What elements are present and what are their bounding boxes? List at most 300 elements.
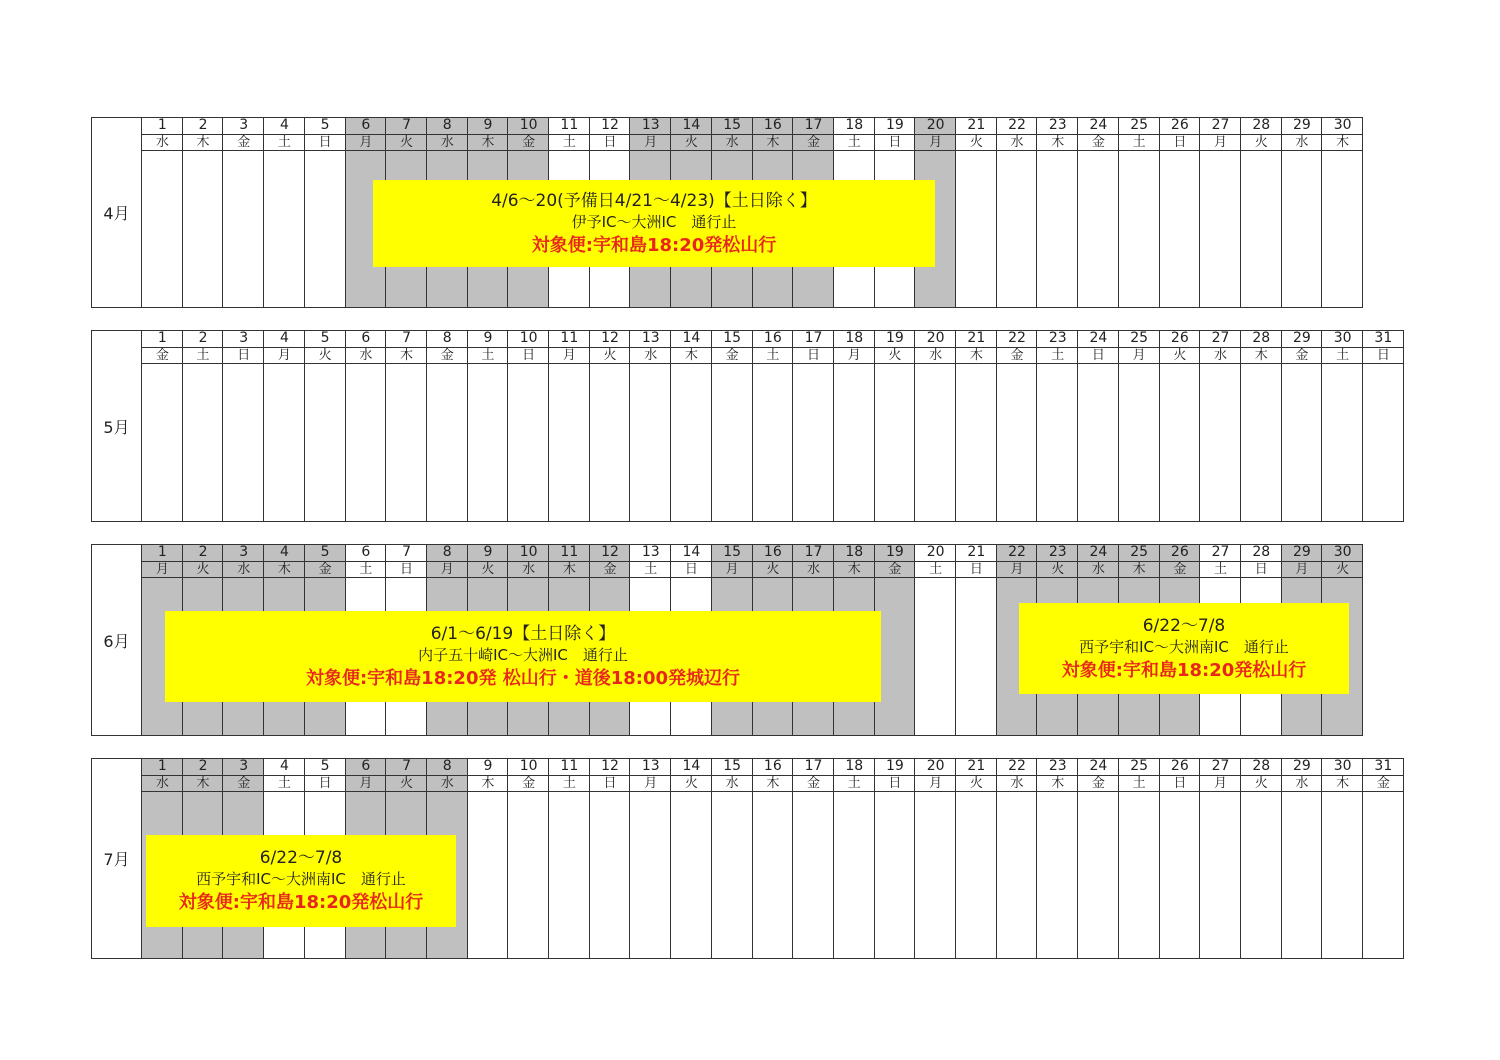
day-number: 26: [1160, 117, 1201, 135]
day-number: 3: [223, 330, 264, 348]
day-number: 18: [834, 758, 875, 776]
day-of-week: 木: [753, 135, 794, 151]
day-column: [1159, 758, 1201, 959]
day-number: 21: [956, 544, 997, 562]
day-of-week: 木: [753, 776, 794, 792]
day-of-week: 火: [305, 348, 346, 364]
day-of-week: 日: [305, 135, 346, 151]
day-number: 1: [142, 330, 183, 348]
day-number: 2: [183, 758, 224, 776]
day-of-week: 土: [1037, 348, 1078, 364]
day-of-week: 月: [834, 348, 875, 364]
day-column: [1240, 117, 1282, 308]
day-of-week: 金: [875, 562, 916, 578]
day-of-week: 日: [671, 562, 712, 578]
day-number: 13: [630, 758, 671, 776]
day-column: [711, 330, 753, 522]
day-number: 22: [997, 117, 1038, 135]
day-number: 28: [1241, 117, 1282, 135]
month-label: 5月: [91, 330, 141, 522]
day-number: 7: [386, 544, 427, 562]
day-number: 29: [1282, 330, 1323, 348]
day-number: 14: [671, 330, 712, 348]
day-number: 12: [590, 758, 631, 776]
day-of-week: 水: [346, 348, 387, 364]
day-number: 25: [1119, 117, 1160, 135]
day-column: [1362, 330, 1404, 522]
day-number: 8: [427, 117, 468, 135]
day-column: [1036, 330, 1078, 522]
day-column: [222, 330, 264, 522]
day-column: [1077, 758, 1119, 959]
day-of-week: 月: [915, 135, 956, 151]
day-of-week: 日: [1078, 348, 1119, 364]
day-of-week: 木: [671, 348, 712, 364]
day-number: 16: [753, 544, 794, 562]
day-number: 1: [142, 117, 183, 135]
day-column: [1159, 117, 1201, 308]
day-of-week: 日: [305, 776, 346, 792]
day-number: 8: [427, 758, 468, 776]
day-number: 3: [223, 758, 264, 776]
day-of-week: 月: [346, 135, 387, 151]
day-number: 28: [1241, 330, 1282, 348]
day-of-week: 金: [1078, 135, 1119, 151]
day-number: 7: [386, 117, 427, 135]
day-number: 22: [997, 544, 1038, 562]
day-number: 10: [508, 117, 549, 135]
day-number: 11: [549, 117, 590, 135]
day-column: [670, 330, 712, 522]
day-of-week: 月: [1282, 562, 1323, 578]
day-of-week: 土: [1322, 348, 1363, 364]
day-of-week: 月: [630, 135, 671, 151]
day-of-week: 水: [142, 776, 183, 792]
closure-notice: [165, 611, 881, 702]
closure-notice: [1019, 603, 1349, 694]
day-of-week: 水: [712, 135, 753, 151]
day-of-week: 火: [875, 348, 916, 364]
day-of-week: 水: [508, 562, 549, 578]
day-of-week: 月: [1200, 135, 1241, 151]
day-column: [955, 544, 997, 736]
day-of-week: 日: [508, 348, 549, 364]
day-number: 4: [264, 117, 305, 135]
day-number: 5: [305, 330, 346, 348]
day-number: 16: [753, 758, 794, 776]
day-number: 18: [834, 330, 875, 348]
closure-notice: [146, 835, 456, 927]
day-number: 12: [590, 544, 631, 562]
day-number: 16: [753, 117, 794, 135]
day-of-week: 土: [549, 776, 590, 792]
affected-service: 対象便:宇和島18:20発 松山行・道後18:00発城辺行: [305, 667, 741, 689]
day-number: 19: [875, 758, 916, 776]
day-number: 30: [1322, 117, 1363, 135]
day-number: 27: [1200, 117, 1241, 135]
day-column: [1159, 330, 1201, 522]
closure-period: 6/1～6/19【土日除く】: [430, 623, 616, 644]
day-of-week: 土: [264, 135, 305, 151]
day-column: [467, 330, 509, 522]
day-of-week: 火: [590, 348, 631, 364]
day-of-week: 木: [549, 562, 590, 578]
closure-notice: [373, 180, 935, 267]
day-of-week: 金: [508, 776, 549, 792]
day-of-week: 土: [834, 135, 875, 151]
day-of-week: 火: [386, 135, 427, 151]
day-number: 22: [997, 758, 1038, 776]
day-of-week: 土: [753, 348, 794, 364]
day-number: 15: [712, 544, 753, 562]
day-column: [914, 330, 956, 522]
day-column: [141, 117, 183, 308]
day-number: 17: [793, 330, 834, 348]
day-of-week: 土: [1119, 776, 1160, 792]
day-column: [263, 330, 305, 522]
day-column: [1321, 758, 1363, 959]
day-column: [955, 117, 997, 308]
day-of-week: 木: [1037, 776, 1078, 792]
day-number: 15: [712, 117, 753, 135]
day-number: 28: [1241, 544, 1282, 562]
day-column: [1036, 117, 1078, 308]
day-of-week: 日: [223, 348, 264, 364]
day-number: 27: [1200, 758, 1241, 776]
day-column: [507, 330, 549, 522]
day-of-week: 土: [834, 776, 875, 792]
closure-period: 6/22～7/8: [259, 848, 343, 868]
day-number: 14: [671, 544, 712, 562]
day-number: 19: [875, 117, 916, 135]
day-of-week: 金: [590, 562, 631, 578]
day-number: 17: [793, 544, 834, 562]
day-of-week: 金: [793, 135, 834, 151]
day-column: [1077, 330, 1119, 522]
day-of-week: 火: [386, 776, 427, 792]
day-number: 30: [1322, 330, 1363, 348]
day-of-week: 木: [1322, 776, 1363, 792]
day-of-week: 月: [142, 562, 183, 578]
closure-section: 西予宇和IC～大洲南IC 通行止: [196, 870, 406, 888]
day-column: [955, 330, 997, 522]
day-of-week: 水: [142, 135, 183, 151]
day-column: [1321, 117, 1363, 308]
day-of-week: 日: [956, 562, 997, 578]
day-number: 2: [183, 330, 224, 348]
day-of-week: 金: [1363, 776, 1404, 792]
day-of-week: 木: [264, 562, 305, 578]
day-of-week: 日: [875, 776, 916, 792]
day-number: 31: [1363, 758, 1404, 776]
day-of-week: 月: [630, 776, 671, 792]
day-of-week: 日: [590, 776, 631, 792]
day-of-week: 金: [712, 348, 753, 364]
day-number: 23: [1037, 330, 1078, 348]
day-number: 13: [630, 330, 671, 348]
day-number: 20: [915, 117, 956, 135]
day-of-week: 土: [549, 135, 590, 151]
month-label: 6月: [91, 544, 141, 736]
day-of-week: 金: [1282, 348, 1323, 364]
day-column: [914, 544, 956, 736]
day-number: 16: [753, 330, 794, 348]
day-column: [996, 117, 1038, 308]
day-of-week: 水: [1282, 135, 1323, 151]
day-of-week: 火: [1322, 562, 1363, 578]
day-of-week: 木: [1241, 348, 1282, 364]
day-number: 30: [1322, 758, 1363, 776]
day-of-week: 月: [915, 776, 956, 792]
day-column: [955, 758, 997, 959]
day-of-week: 金: [508, 135, 549, 151]
day-of-week: 金: [223, 776, 264, 792]
day-of-week: 水: [915, 348, 956, 364]
day-column: [874, 758, 916, 959]
day-of-week: 水: [1200, 348, 1241, 364]
day-of-week: 日: [386, 562, 427, 578]
day-of-week: 火: [1241, 776, 1282, 792]
day-column: [833, 330, 875, 522]
day-column: [1036, 758, 1078, 959]
day-number: 26: [1160, 330, 1201, 348]
day-of-week: 火: [468, 562, 509, 578]
day-column: [182, 117, 224, 308]
day-column: [874, 330, 916, 522]
day-column: [711, 758, 753, 959]
day-of-week: 土: [183, 348, 224, 364]
day-column: [1077, 117, 1119, 308]
day-number: 1: [142, 544, 183, 562]
day-number: 8: [427, 544, 468, 562]
day-column: [1362, 758, 1404, 959]
day-number: 4: [264, 330, 305, 348]
day-of-week: 木: [183, 776, 224, 792]
day-number: 1: [142, 758, 183, 776]
day-number: 29: [1282, 117, 1323, 135]
day-number: 11: [549, 758, 590, 776]
day-column: [1118, 758, 1160, 959]
day-number: 12: [590, 117, 631, 135]
day-column: [629, 330, 671, 522]
day-of-week: 水: [223, 562, 264, 578]
day-of-week: 水: [427, 776, 468, 792]
day-of-week: 日: [793, 348, 834, 364]
day-of-week: 木: [1322, 135, 1363, 151]
day-of-week: 金: [305, 562, 346, 578]
day-number: 6: [346, 330, 387, 348]
day-of-week: 木: [468, 776, 509, 792]
day-column: [304, 330, 346, 522]
day-of-week: 金: [142, 348, 183, 364]
day-number: 31: [1363, 330, 1404, 348]
day-column: [752, 330, 794, 522]
day-of-week: 土: [1200, 562, 1241, 578]
day-column: [345, 330, 387, 522]
day-column: [996, 330, 1038, 522]
affected-service: 対象便:宇和島18:20発松山行: [1061, 659, 1307, 681]
day-of-week: 金: [997, 348, 1038, 364]
day-of-week: 木: [1037, 135, 1078, 151]
day-number: 15: [712, 330, 753, 348]
day-of-week: 火: [183, 562, 224, 578]
day-of-week: 金: [1078, 776, 1119, 792]
day-number: 11: [549, 544, 590, 562]
day-number: 17: [793, 117, 834, 135]
day-number: 18: [834, 117, 875, 135]
day-number: 20: [915, 330, 956, 348]
day-of-week: 月: [1200, 776, 1241, 792]
day-of-week: 日: [590, 135, 631, 151]
month-label: 4月: [91, 117, 141, 308]
day-number: 30: [1322, 544, 1363, 562]
affected-service: 対象便:宇和島18:20発松山行: [531, 234, 777, 256]
day-of-week: 日: [1160, 776, 1201, 792]
day-column: [1118, 117, 1160, 308]
day-number: 29: [1282, 544, 1323, 562]
day-number: 9: [468, 330, 509, 348]
day-of-week: 金: [427, 348, 468, 364]
day-number: 21: [956, 117, 997, 135]
closure-section: 内子五十崎IC～大洲IC 通行止: [418, 645, 628, 664]
day-number: 10: [508, 330, 549, 348]
day-of-week: 土: [346, 562, 387, 578]
day-column: [1199, 758, 1241, 959]
day-number: 24: [1078, 117, 1119, 135]
day-column: [263, 117, 305, 308]
day-number: 25: [1119, 758, 1160, 776]
day-number: 8: [427, 330, 468, 348]
day-column: [548, 330, 590, 522]
day-number: 2: [183, 117, 224, 135]
day-column: [141, 330, 183, 522]
day-number: 24: [1078, 544, 1119, 562]
day-number: 20: [915, 544, 956, 562]
affected-service: 対象便:宇和島18:20発松山行: [178, 892, 424, 913]
closure-period: 4/6～20(予備日4/21～4/23)【土日除く】: [491, 190, 817, 211]
day-number: 18: [834, 544, 875, 562]
day-of-week: 火: [1037, 562, 1078, 578]
day-of-week: 月: [427, 562, 468, 578]
day-of-week: 土: [915, 562, 956, 578]
day-of-week: 水: [997, 776, 1038, 792]
day-number: 5: [305, 544, 346, 562]
day-number: 26: [1160, 758, 1201, 776]
day-of-week: 火: [753, 562, 794, 578]
day-of-week: 月: [997, 562, 1038, 578]
day-number: 2: [183, 544, 224, 562]
day-number: 28: [1241, 758, 1282, 776]
day-of-week: 月: [712, 562, 753, 578]
day-of-week: 火: [956, 135, 997, 151]
day-column: [1118, 330, 1160, 522]
day-column: [792, 330, 834, 522]
day-of-week: 金: [1160, 562, 1201, 578]
day-column: [222, 117, 264, 308]
day-column: [1281, 758, 1323, 959]
day-column: [996, 758, 1038, 959]
day-of-week: 水: [1078, 562, 1119, 578]
day-column: [1281, 117, 1323, 308]
day-column: [792, 758, 834, 959]
day-number: 21: [956, 330, 997, 348]
day-column: [548, 758, 590, 959]
day-number: 12: [590, 330, 631, 348]
day-of-week: 水: [1282, 776, 1323, 792]
day-of-week: 月: [346, 776, 387, 792]
day-column: [1281, 330, 1323, 522]
day-number: 5: [305, 117, 346, 135]
day-number: 13: [630, 544, 671, 562]
day-number: 15: [712, 758, 753, 776]
day-of-week: 日: [1160, 135, 1201, 151]
day-of-week: 日: [1241, 562, 1282, 578]
day-number: 19: [875, 330, 916, 348]
day-number: 6: [346, 117, 387, 135]
day-number: 4: [264, 758, 305, 776]
day-of-week: 日: [875, 135, 916, 151]
day-column: [1321, 330, 1363, 522]
day-number: 26: [1160, 544, 1201, 562]
closure-section: 伊予IC～大洲IC 通行止: [571, 212, 737, 231]
day-of-week: 火: [671, 135, 712, 151]
day-of-week: 水: [997, 135, 1038, 151]
day-of-week: 木: [468, 135, 509, 151]
day-number: 23: [1037, 544, 1078, 562]
day-column: [1240, 330, 1282, 522]
day-column: [914, 758, 956, 959]
day-number: 27: [1200, 544, 1241, 562]
day-of-week: 火: [671, 776, 712, 792]
day-of-week: 水: [427, 135, 468, 151]
day-of-week: 木: [956, 348, 997, 364]
day-of-week: 水: [793, 562, 834, 578]
day-number: 27: [1200, 330, 1241, 348]
day-number: 19: [875, 544, 916, 562]
day-number: 4: [264, 544, 305, 562]
day-column: [589, 330, 631, 522]
day-number: 20: [915, 758, 956, 776]
day-number: 21: [956, 758, 997, 776]
day-of-week: 木: [183, 135, 224, 151]
day-number: 23: [1037, 117, 1078, 135]
day-number: 23: [1037, 758, 1078, 776]
day-column: [1240, 758, 1282, 959]
day-column: [385, 330, 427, 522]
day-column: [507, 758, 549, 959]
day-column: [752, 758, 794, 959]
day-of-week: 土: [468, 348, 509, 364]
day-of-week: 木: [1119, 562, 1160, 578]
day-of-week: 木: [834, 562, 875, 578]
day-number: 9: [468, 544, 509, 562]
day-of-week: 水: [630, 348, 671, 364]
day-number: 25: [1119, 330, 1160, 348]
day-number: 14: [671, 758, 712, 776]
day-column: [1199, 330, 1241, 522]
day-of-week: 月: [1119, 348, 1160, 364]
day-number: 7: [386, 330, 427, 348]
day-of-week: 土: [630, 562, 671, 578]
day-column: [1199, 117, 1241, 308]
day-of-week: 土: [264, 776, 305, 792]
day-number: 11: [549, 330, 590, 348]
month-label: 7月: [91, 758, 141, 959]
day-of-week: 月: [549, 348, 590, 364]
day-number: 6: [346, 544, 387, 562]
day-number: 5: [305, 758, 346, 776]
day-of-week: 水: [712, 776, 753, 792]
